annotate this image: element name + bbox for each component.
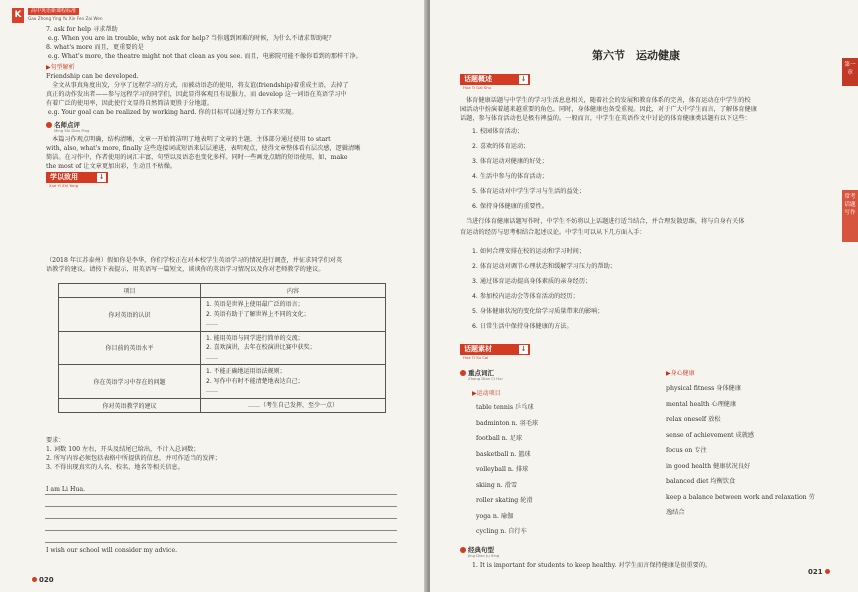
table-cell bbox=[201, 398, 386, 413]
list-item: badminton n. 羽毛球 bbox=[476, 419, 539, 427]
list-item: physical fitness 身体健康 bbox=[666, 385, 742, 392]
list-item: 4. 参加校内运动会等体育活动的经历； bbox=[472, 293, 579, 300]
cell-line: …… bbox=[206, 353, 218, 361]
table-row bbox=[59, 398, 386, 413]
list-item: yoga n. 瑜伽 bbox=[476, 512, 514, 520]
table-cell bbox=[201, 331, 386, 365]
list-item: 5. 身体健康状况的变化给学习质量带来的影响； bbox=[472, 308, 604, 315]
requirements-table bbox=[58, 283, 386, 413]
apply-banner bbox=[46, 172, 108, 188]
table-header: 内容 bbox=[201, 284, 386, 298]
text-line: the most of 让文章更加出彩，生动且不枯燥。 bbox=[46, 163, 177, 170]
series-logo: K bbox=[12, 8, 24, 23]
table-header: 项目 bbox=[59, 284, 201, 298]
sports-heading: ▶运动项目 bbox=[472, 390, 501, 397]
apply-title: 学以致用 bbox=[50, 173, 78, 181]
left-lines-top bbox=[46, 25, 362, 61]
review-lines bbox=[46, 135, 360, 171]
sports-vocab-list bbox=[476, 400, 538, 540]
cell-line: …… bbox=[206, 320, 218, 327]
cell-line: …… bbox=[206, 387, 218, 394]
table-row bbox=[59, 365, 386, 399]
series-pinyin: Gao Zhong Ying Yu Xin Fen Zai Wen bbox=[28, 16, 103, 21]
bullet-dot-icon bbox=[460, 547, 466, 553]
cell-line: 1. 不能正确地运用语法规则； bbox=[206, 368, 286, 375]
section-title: 第六节 运动健康 bbox=[592, 49, 680, 62]
sentences-heading bbox=[460, 545, 500, 558]
table-row bbox=[59, 331, 386, 365]
list-item: 4. 生活中参与的体育活动； bbox=[472, 173, 548, 180]
page-number-text: 021 bbox=[808, 568, 823, 576]
text-line: （2018 年江苏泰州）假如你是李华，你们学校正在对本校学生英语学习的情况进行调查，并征求同学们对英 bbox=[46, 257, 343, 264]
sentences-title: 经典句型 bbox=[468, 546, 494, 554]
overview-title: 话题概述 bbox=[464, 75, 492, 83]
list-item: relax oneself 放松 bbox=[666, 416, 721, 423]
overview-lines bbox=[460, 96, 840, 123]
writing-line bbox=[45, 506, 397, 507]
list-item: 1. 校园体育活动； bbox=[472, 128, 524, 135]
bullet-dot-icon bbox=[460, 370, 466, 376]
page-number bbox=[30, 576, 54, 584]
text-line: e.g. What's more, the theatre might not that clean as you see. 而且，电影院可能不像你看到的那样干净。 bbox=[48, 53, 362, 60]
text-line: 2. 所写内容必须包括表格中所提供的信息，并可作适当的发挥； bbox=[46, 455, 221, 462]
review-pinyin: Ming Shi Dian Ping bbox=[54, 128, 90, 133]
text-line: e.g. Your goal can be realized by working hard. 你的目标可以通过努力工作来实现。 bbox=[48, 109, 298, 116]
angle-list bbox=[472, 244, 616, 334]
text-line: e.g. When you are in trouble, why not ask for help? 当你遇到困难的时候，为什么不请求帮助呢？ bbox=[48, 35, 335, 42]
sentences-pinyin: Jing Dian Ju Xing bbox=[468, 553, 500, 558]
text-line: with, also, what's more, finally 这些连接词或短语来层层递进，表明观点，使得文章整体看有层次感，逻辑清晰 bbox=[46, 145, 361, 152]
cell-line: 1. 英语是世界上使用最广泛的语言； bbox=[206, 301, 304, 308]
list-item: 逸结合 bbox=[666, 509, 685, 516]
analysis-heading: ▶句型解析 bbox=[46, 64, 75, 71]
list-item: 1. 如何合理安排在校的运动和学习时间； bbox=[472, 248, 586, 255]
list-item: 3. 通过体育运动提高身体素质的亲身经历； bbox=[472, 278, 592, 285]
list-item: roller skating 轮滑 bbox=[476, 497, 533, 504]
list-item: volleyball n. 排球 bbox=[476, 466, 529, 473]
material-banner bbox=[460, 344, 530, 360]
side-tab-chapter: 第一章 bbox=[842, 58, 858, 86]
text-line: 要求： bbox=[46, 437, 65, 444]
list-item: 3. 体育运动对健康的好处； bbox=[472, 158, 548, 165]
cell-line: 1. 能用英语与同学进行简单的交流； bbox=[206, 334, 304, 342]
text-line: 1. 词数 100 左右，开头及结尾已给出，不计入总词数； bbox=[46, 446, 200, 453]
right-page bbox=[430, 0, 858, 592]
task-lines bbox=[46, 256, 342, 274]
writing-line bbox=[45, 542, 397, 543]
guide-lines bbox=[460, 216, 840, 238]
text-line: 3. 不得出现真实的人名、校名、地名等相关信息。 bbox=[46, 464, 184, 471]
sentence-item: 1. It is important for students to keep healthy. 对学生而言保持健康是很重要的。 bbox=[472, 562, 712, 569]
health-heading: ▶身心健康 bbox=[666, 370, 695, 377]
table-cell: 你目前的英语水平 bbox=[59, 331, 201, 365]
cell-line: ……（考生自己发挥，至少一点） bbox=[247, 401, 338, 409]
list-item: 2. 体育运动对调节心理状态和缓解学习压力的帮助； bbox=[472, 263, 616, 270]
down-arrow-icon: ↓ bbox=[520, 75, 527, 83]
text-line: 园活动中扮演着越来越重要的角色。同时，身体健康也备受重视。因此，对于广大中学生而言，了解体育健康 bbox=[460, 106, 757, 113]
cell-line: 2. 写作中有时不能清楚地表达自己； bbox=[206, 377, 304, 385]
essay-opening: I am Li Hua. bbox=[46, 486, 86, 493]
page-dot-icon bbox=[32, 577, 37, 582]
text-line: 育运动的经历与思考相结合起述议论。中学生可以从下几方面入手： bbox=[460, 229, 646, 236]
page-number-text: 020 bbox=[39, 576, 54, 584]
writing-line bbox=[45, 530, 397, 531]
list-item: cycling n. 自行车 bbox=[476, 528, 527, 535]
text-line: 7. ask for help 寻求帮助 bbox=[46, 26, 118, 33]
list-item: skiing n. 滑雪 bbox=[476, 481, 518, 489]
essay-closing: I wish our school will consider my advice. bbox=[46, 547, 178, 554]
review-heading bbox=[46, 120, 90, 133]
vocab-title: 重点词汇 bbox=[468, 369, 494, 377]
apply-pinyin: Xue Yi Zhi Yong bbox=[49, 183, 79, 188]
list-item: basketball n. 篮球 bbox=[476, 450, 531, 458]
list-item: 2. 喜欢的体育运动； bbox=[472, 143, 530, 150]
material-pinyin: Hua Ti Su Cai bbox=[463, 355, 489, 360]
writing-line bbox=[45, 494, 397, 495]
text-line: 8. what's more 而且，更重要的是 bbox=[46, 44, 144, 51]
text-line: 全文从事真角度出发，分享了远程学习的方式，而被动语态的使用，将友谊(friendship)着重成主语，去掉了 bbox=[52, 82, 349, 89]
down-arrow-icon: ↓ bbox=[520, 345, 527, 353]
left-page bbox=[0, 0, 428, 592]
list-item: in good health 健康状况良好 bbox=[666, 462, 751, 470]
vocab-heading bbox=[460, 368, 503, 381]
side-tab-topic: 常考话题写作 bbox=[842, 190, 858, 242]
vocab-pinyin: Zhong Dian Ci Hui bbox=[468, 376, 503, 381]
text-line: 真正的动作发出者——参与远程学习的同学们，因此显得客观且有说服力，而 develop 这一词语在英语学习中 bbox=[46, 91, 347, 98]
list-item: balanced diet 均衡饮食 bbox=[666, 478, 736, 485]
table-cell: 你在英语学习中存在的问题 bbox=[59, 365, 201, 399]
list-item: sense of achievement 成就感 bbox=[666, 431, 755, 439]
text-line: 有着广泛的使用率，因此使行文显得自然简洁更胜于分地道。 bbox=[46, 100, 214, 107]
list-item: 5. 体育运动对中学生学习与生活的益处； bbox=[472, 188, 586, 195]
table-cell: 你对英语的认识 bbox=[59, 298, 201, 332]
page-number bbox=[808, 568, 832, 576]
list-item: table tennis 乒乓球 bbox=[476, 404, 534, 411]
text-line: Friendship can be developed. bbox=[46, 73, 139, 80]
analysis-lines bbox=[46, 72, 349, 117]
table-cell bbox=[201, 365, 386, 399]
text-line: 体育健康话题与中学生的学习生活息息相关，随着社会的发展和教育体系的完善，体育运动在中学生的校 bbox=[466, 97, 751, 104]
list-item: football n. 足球 bbox=[476, 435, 523, 442]
material-title: 话题素材 bbox=[464, 345, 492, 353]
table-cell: 你对英语教学的建议 bbox=[59, 398, 201, 413]
review-title: 名师点评 bbox=[54, 121, 80, 129]
overview-pinyin: Hua Ti Gai Shu bbox=[463, 85, 492, 90]
text-line: 当进行体育健康话题写作时，中学生不妨将以上话题进行适当结合，并合理发散思维，将与自身有关体 bbox=[466, 218, 745, 225]
text-line: 语教学的建议。请按下表提示，用英语写一篇短文，谈谈你的英语学习情况以及你对老师教学的建议。 bbox=[46, 266, 325, 273]
table-header-row bbox=[59, 284, 386, 298]
text-line: 简洁。在习作中，作者使用的词汇丰富，句型以及语态也变化多样。同时一些画龙点睛的短语使用，如，make bbox=[46, 154, 348, 161]
list-item: focus on 专注 bbox=[666, 447, 707, 454]
text-line: 本篇习作观点明确，结构清晰，文章一开始简洁明了地表明了文章的主题，主体部分通过使用 to start bbox=[52, 136, 331, 143]
requirement-lines bbox=[46, 436, 221, 472]
writing-line bbox=[45, 518, 397, 519]
cell-line: 2. 喜欢演讲，去年在校演讲比赛中获奖； bbox=[206, 344, 316, 351]
text-line: 话题，参与体育活动也是极有裨益的。一般而言，中学生在英语作文中讨论的体育健康类话题有以下这些： bbox=[460, 115, 751, 122]
bullet-dot-icon bbox=[46, 122, 52, 128]
health-vocab-list bbox=[666, 381, 815, 521]
table-cell bbox=[201, 298, 386, 332]
list-item: 6. 保持身体健康的重要性。 bbox=[472, 203, 548, 210]
down-arrow-icon: ↓ bbox=[98, 173, 105, 181]
series-title: 高中英语新课程标准 bbox=[28, 8, 79, 15]
list-item: keep a balance between work and relaxation 劳 bbox=[666, 493, 815, 501]
list-item: mental health 心理健康 bbox=[666, 400, 737, 408]
list-item: 6. 日常生活中保持身体健康的方法。 bbox=[472, 323, 573, 330]
table-row bbox=[59, 298, 386, 332]
overview-banner bbox=[460, 74, 530, 90]
topic-list bbox=[472, 124, 585, 214]
cell-line: 2. 英语有助于了解世界上不同的文化； bbox=[206, 310, 310, 318]
page-dot-icon bbox=[825, 569, 830, 574]
